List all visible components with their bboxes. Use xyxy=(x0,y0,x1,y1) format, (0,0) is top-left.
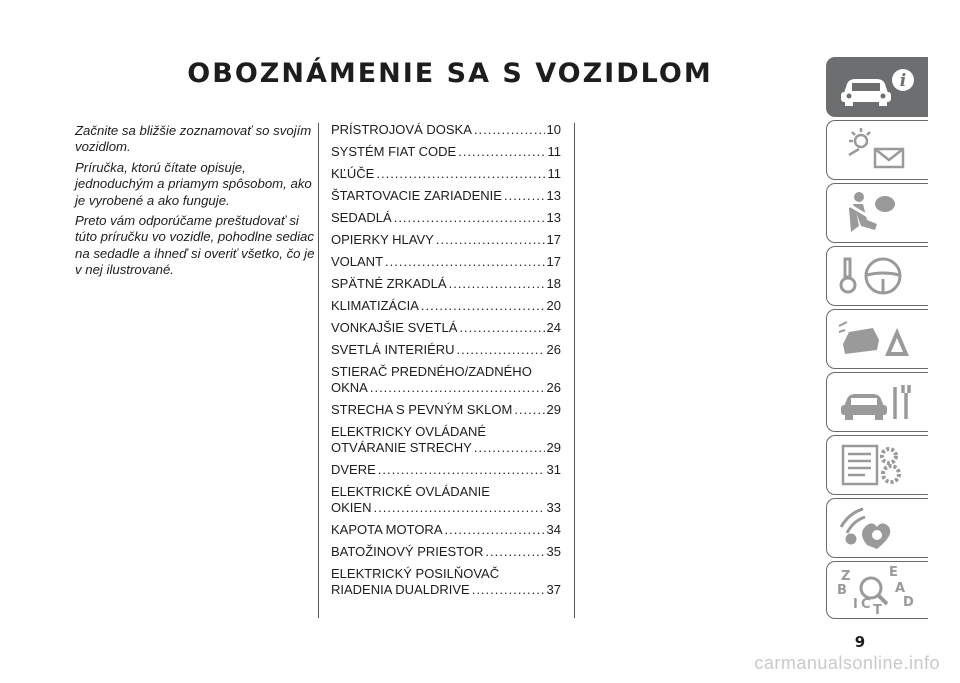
warning-lights-message-icon xyxy=(837,125,917,175)
toc-page-number: 10 xyxy=(546,122,561,137)
intro-text xyxy=(75,123,315,283)
toc-page-number: 37 xyxy=(546,582,561,597)
toc-entry[interactable] xyxy=(331,122,561,138)
toc-entry[interactable] xyxy=(331,544,561,560)
toc-entry-title: DVERE xyxy=(331,462,376,477)
toc-entry-title: SVETLÁ INTERIÉRU xyxy=(331,342,455,357)
toc-page-number: 34 xyxy=(546,522,561,537)
toc-entry[interactable] xyxy=(331,320,561,336)
toc-entry[interactable] xyxy=(331,484,561,516)
alphabetical-index-icon xyxy=(837,564,922,618)
tab-index[interactable] xyxy=(826,561,928,619)
toc-entry-title: PRÍSTROJOVÁ DOSKA xyxy=(331,122,472,137)
toc-entry-title-line: STIERAČ PREDNÉHO/ZADNÉHO xyxy=(331,364,532,379)
toc-dot-leader xyxy=(474,122,545,138)
tab-multimedia[interactable] xyxy=(826,498,928,558)
tab-technical-data[interactable] xyxy=(826,435,928,495)
toc-page-number: 35 xyxy=(546,544,561,559)
toc-entry-title: OTVÁRANIE STRECHY xyxy=(331,440,472,455)
toc-page-number: 18 xyxy=(546,276,561,291)
index-letter: I xyxy=(853,597,858,612)
toc-page-number: 13 xyxy=(546,188,561,203)
index-letter: Z xyxy=(841,569,851,584)
toc-entry-title: OKNA xyxy=(331,380,368,395)
toc-dot-leader xyxy=(378,462,545,478)
toc-entry-title: SEDADLÁ xyxy=(331,210,392,225)
index-letter: D xyxy=(903,595,914,610)
index-letter: C xyxy=(861,597,871,612)
column-divider xyxy=(318,123,319,618)
toc-entry-title: SYSTÉM FIAT CODE xyxy=(331,144,457,159)
toc-dot-leader xyxy=(444,522,544,538)
intro-paragraph: Príručka, ktorú čítate opisuje, jednoduchým a priamym spôsobom, ako je vyrobené a ako funguje. xyxy=(75,159,312,208)
toc-dot-leader xyxy=(474,440,545,456)
toc-page-number: 24 xyxy=(546,320,561,335)
toc-entry-title: KĽÚČE xyxy=(331,166,375,181)
tab-emergency[interactable] xyxy=(826,309,928,369)
toc-page-number: 33 xyxy=(546,500,561,515)
tab-starting-driving[interactable] xyxy=(826,246,928,306)
toc-entry-title: RIADENIA DUALDRIVE xyxy=(331,582,470,597)
toc-entry-title: BATOŽINOVÝ PRIESTOR xyxy=(331,544,484,559)
toc-page-number: 17 xyxy=(546,254,561,269)
table-of-contents xyxy=(331,122,561,604)
page-title: OBOZNÁMENIE SA S VOZIDLOM xyxy=(187,58,713,89)
toc-entry-title-line: ELEKTRICKÝ POSILŇOVAČ xyxy=(331,566,500,581)
toc-entry-title: STRECHA S PEVNÝM SKLOM xyxy=(331,402,513,417)
toc-dot-leader xyxy=(457,342,545,358)
intro-paragraph: Začnite sa bližšie zoznamovať so svojím vozidlom. xyxy=(75,123,312,155)
toc-entry-title-line: ELEKTRICKÉ OVLÁDANIE xyxy=(331,484,490,499)
toc-dot-leader xyxy=(421,298,545,314)
toc-entry-title: KLIMATIZÁCIA xyxy=(331,298,419,313)
toc-entry[interactable] xyxy=(331,402,561,418)
toc-page-number: 26 xyxy=(546,342,561,357)
toc-page-number: 13 xyxy=(546,210,561,225)
toc-dot-leader xyxy=(370,380,545,396)
toc-page-number: 31 xyxy=(546,462,561,477)
specifications-gears-icon xyxy=(837,440,917,490)
airbag-safety-icon xyxy=(837,188,917,238)
toc-entry[interactable] xyxy=(331,364,561,396)
toc-entry-title: OPIERKY HLAVY xyxy=(331,232,434,247)
toc-dot-leader xyxy=(394,210,545,226)
breakdown-warning-triangle-icon xyxy=(837,314,917,364)
toc-entry-title: OKIEN xyxy=(331,500,372,515)
toc-entry-title: SPÄTNÉ ZRKADLÁ xyxy=(331,276,447,291)
svg-text:i: i xyxy=(899,71,907,91)
watermark: carmanualsonline.info xyxy=(754,653,940,673)
toc-dot-leader xyxy=(376,166,545,182)
index-letter: T xyxy=(873,603,882,618)
toc-entry[interactable] xyxy=(331,144,561,160)
toc-entry-title: VONKAJŠIE SVETLÁ xyxy=(331,320,458,335)
toc-page-number: 11 xyxy=(547,166,561,181)
toc-dot-leader xyxy=(472,582,545,598)
toc-page-number: 29 xyxy=(546,440,561,455)
toc-entry-title: KAPOTA MOTORA xyxy=(331,522,443,537)
toc-entry[interactable] xyxy=(331,424,561,456)
tab-maintenance[interactable] xyxy=(826,372,928,432)
toc-entry[interactable] xyxy=(331,276,561,292)
tab-warning-lights[interactable] xyxy=(826,120,928,180)
key-steering-wheel-icon xyxy=(837,251,917,301)
tab-safety[interactable] xyxy=(826,183,928,243)
toc-entry[interactable] xyxy=(331,298,561,314)
toc-entry[interactable] xyxy=(331,188,561,204)
index-letter: B xyxy=(837,583,847,598)
toc-dot-leader xyxy=(436,232,545,248)
car-info-icon xyxy=(837,62,917,112)
intro-paragraph: Preto vám odporúčame preštudovať si túto príručku vo vozidle, pohodlne sediac na sedadle a ihneď si overiť všetko, čo je v nej ilustrované. xyxy=(75,213,315,278)
tab-vehicle-info[interactable] xyxy=(826,57,928,117)
toc-dot-leader xyxy=(458,144,545,160)
toc-page-number: 20 xyxy=(546,298,561,313)
toc-entry[interactable] xyxy=(331,254,561,270)
page-number: 9 xyxy=(854,633,866,651)
toc-entry[interactable] xyxy=(331,462,561,478)
toc-page-number: 26 xyxy=(546,380,561,395)
car-maintenance-wrench-icon xyxy=(837,377,917,427)
toc-dot-leader xyxy=(385,254,545,270)
toc-dot-leader xyxy=(485,544,544,560)
toc-dot-leader xyxy=(449,276,545,292)
toc-entry[interactable] xyxy=(331,342,561,358)
toc-dot-leader xyxy=(373,500,544,516)
toc-entry-title-line: ELEKTRICKY OVLÁDANÉ xyxy=(331,424,487,439)
index-letter: A xyxy=(895,581,906,596)
toc-entry[interactable] xyxy=(331,522,561,538)
toc-page-number: 11 xyxy=(547,144,561,159)
toc-page-number: 17 xyxy=(546,232,561,247)
toc-entry[interactable] xyxy=(331,232,561,248)
toc-dot-leader xyxy=(459,320,544,336)
toc-entry[interactable] xyxy=(331,210,561,226)
toc-dot-leader xyxy=(504,188,545,204)
toc-page-number: 29 xyxy=(546,402,561,417)
index-letter: E xyxy=(889,565,898,580)
multimedia-icon xyxy=(837,503,917,553)
toc-entry-title: ŠTARTOVACIE ZARIADENIE xyxy=(331,188,502,203)
toc-entry-title: VOLANT xyxy=(331,254,384,269)
column-divider xyxy=(574,123,575,618)
toc-dot-leader xyxy=(514,402,544,418)
toc-entry[interactable] xyxy=(331,566,561,598)
toc-entry[interactable] xyxy=(331,166,561,182)
